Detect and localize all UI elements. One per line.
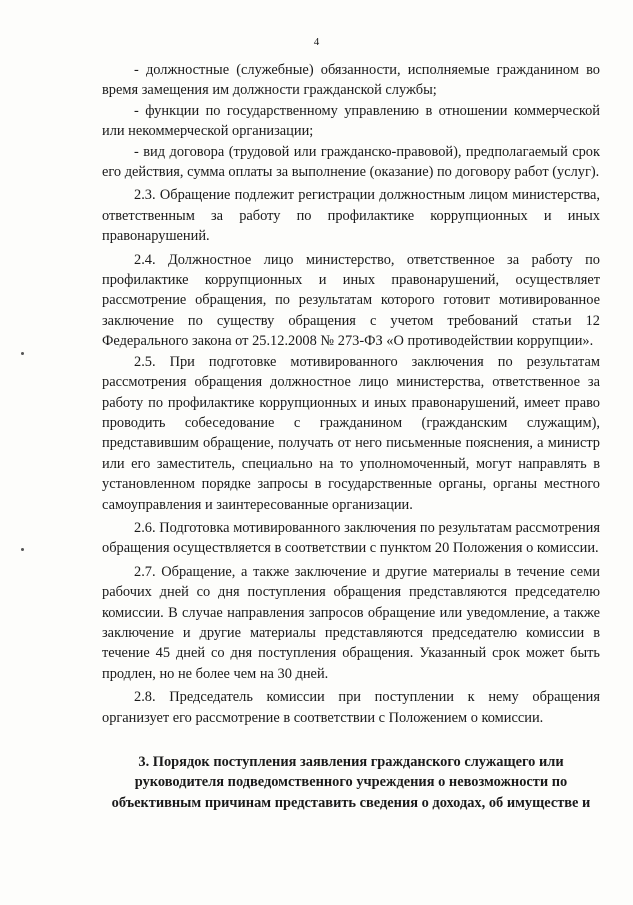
margin-mark	[21, 352, 24, 355]
paragraph-list-item-functions: - функции по государственному управлению в отношении коммерческой или некоммерческой организации;	[102, 102, 600, 140]
paragraph-2-7: 2.7. Обращение, а также заключение и другие материалы в течение семи рабочих дней со дня поступления обращения представляются председателю комиссии. В случае направления запросов обращение или уведомление, а также заключение и другие материалы представляются председателю комиссии в течение 45 дней со дня поступления обращения. Указанный срок может быть продлен, но не более чем на 30 дней.	[102, 563, 600, 682]
section-heading: 3. Порядок поступления заявления гражданского служащего или руководителя подведомственного учреждения о невозможности по объективным причинам представить сведения о доходах, об имуществе и	[111, 754, 591, 811]
paragraph-2-3: 2.3. Обращение подлежит регистрации должностным лицом министерства, ответственным за работу по профилактике коррупционных и иных правонарушений.	[102, 187, 600, 245]
margin-mark	[21, 548, 24, 551]
paragraph-2-5: 2.5. При подготовке мотивированного заключения по результатам рассмотрения обращения должностное лицо министерства, ответственное за работу по профилактике коррупционных и иных правонарушений, имеет право проводить собеседование с гражданином (гражданским служащим), представившим обращение, получать от него письменные пояснения, а министр или его заместитель, специально на то уполномоченный, могут направлять в установленном порядке запросы в государственные органы, органы местного самоуправления и заинтересованные организации.	[102, 353, 600, 513]
paragraph-2-4: 2.4. Должностное лицо министерство, ответственное за работу по профилактике коррупционных и иных правонарушений, осуществляет рассмотрение обращения, по результатам которого готовит мотивированное заключение по существу обращения с учетом требований статьи 12 Федерального закона от 25.12.2008 № 273-ФЗ «О противодействии коррупции».	[102, 251, 600, 350]
paragraph-list-item-duties: - должностные (служебные) обязанности, исполняемые гражданином во время замещения им должности гражданской службы;	[102, 62, 600, 99]
document-body	[102, 60, 600, 813]
paragraph-list-item-contract: - вид договора (трудовой или гражданско-правовой), предполагаемый срок его действия, сумма оплаты за выполнение (оказание) по договору работ (услуг).	[102, 143, 600, 181]
paragraph-2-6: 2.6. Подготовка мотивированного заключения по результатам рассмотрения обращения осуществляется в соответствии с пунктом 20 Положения о комиссии.	[102, 519, 600, 557]
page-number: 4	[313, 36, 320, 48]
paragraph-2-8: 2.8. Председатель комиссии при поступлении к нему обращения организует его рассмотрение в соответствии с Положением о комиссии.	[102, 689, 600, 726]
